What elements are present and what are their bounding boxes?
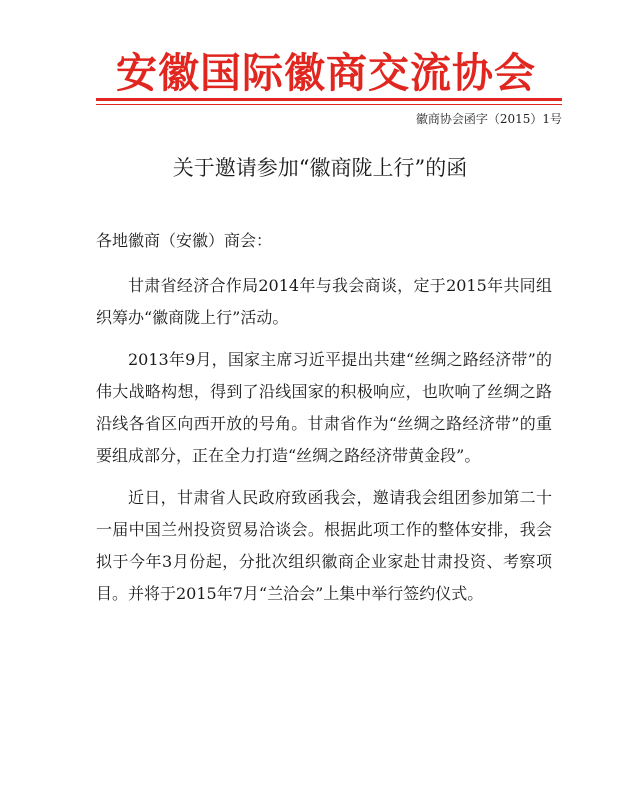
body-paragraph: 近日，甘肃省人民政府致函我会，邀请我会组团参加第二十一届中国兰州投资贸易洽谈会。根据此项工作的整体安排，我会拟于今年3月份起，分批次组织徽商企业家赴甘肃投资、考察项目。并将于2015年7月“兰洽会”上集中举行签约仪式。	[96, 488, 552, 603]
body-paragraph: 2013年9月，国家主席习近平提出共建“丝绸之路经济带”的伟大战略构想，得到了沿线国家的积极响应，也吹响了丝绸之路沿线各省区向西开放的号角。甘肃省作为“丝绸之路经济带”的重要组成部分，正在全力打造“丝绸之路经济带黄金段”。	[96, 350, 552, 465]
letter-salutation: 各地徽商（安徽）商会：	[96, 231, 273, 250]
letterhead-organization: 安徽国际徽商交流协会	[116, 49, 536, 97]
letter-body	[96, 270, 552, 620]
document-number: 徽商协会函字（2015）1号	[415, 112, 562, 126]
letter-title: 关于邀请参加“徽商陇上行”的函	[172, 156, 468, 180]
letterhead-rule	[96, 98, 562, 101]
body-paragraph: 甘肃省经济合作局2014年与我会商谈，定于2015年共同组织筹办“徽商陇上行”活动。	[96, 276, 552, 327]
letterhead-rule-thin	[96, 104, 562, 105]
